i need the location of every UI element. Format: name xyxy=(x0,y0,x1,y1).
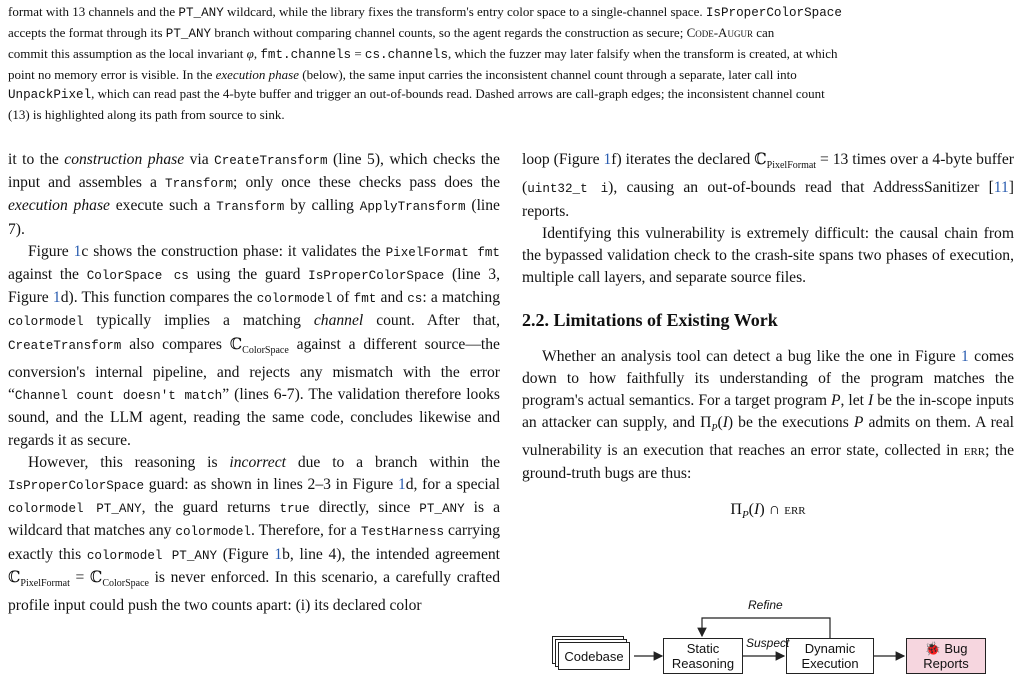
caption-line-4: point no memory error is visible. In the execution phase (below), the same input carries the inconsistent channel count through a separate, later call into xyxy=(8,67,797,82)
equation: $\Pi_P(I)$ ∩ err xyxy=(730,500,806,522)
caption-line-6: (13) is highlighted along its path from source to sink. xyxy=(8,107,285,122)
static-label-1: Static xyxy=(686,641,720,656)
bug-label-2: Reports xyxy=(923,656,969,671)
caption-line-5: UnpackPixel, which can read past the 4-byte buffer and trigger an out-of-bounds read. Dashed arrows are call-graph edges; the inconsistent channel count xyxy=(8,86,825,102)
bug-label-1: 🐞 Bug xyxy=(924,641,968,656)
left-paragraph-2: Figure 1c shows the construction phase: it validates the PixelFormat fmt against the ColorSpace cs using the guard IsProperColorSpace (line 3, Figure 1d). This function compares the colormodel of fmt and cs: a matching colormodel typically implies a matching channel count. After that, CreateTransform also compares ℂ$_{ColorSpace}$ against a different source—the conversion's internal pipeline, and rejects any mismatch with the error “Channel count doesn't match” (lines 6-7). The validation therefore looks sound, and the LLM agent, reading the same code, concludes likewise and regards it as secure. xyxy=(8,242,501,449)
section-heading: 2.2. Limitations of Existing Work xyxy=(522,310,778,331)
suspect-label: Suspect xyxy=(746,636,790,650)
bug-reports-box xyxy=(906,638,986,674)
pipeline-figure xyxy=(552,592,992,692)
left-paragraph-3: However, this reasoning is incorrect due to a branch within the IsProperColorSpace guard: as shown in lines 2–3 in Figure 1d, for a special colormodel PT_ANY, the guard returns true directly, since PT_ANY is a wildcard that matches any colormodel. Therefore, for a TestHarness carrying exactly this colormodel PT_ANY (Figure 1b, line 4), the intended agreement ℂ$_{PixelFormat}$ = ℂ$_{ColorSpace}$ is never enforced. In this scenario, a carefully crafted profile input could push the two counts apart: (i) its declared color xyxy=(8,453,501,615)
codebase-label: Codebase xyxy=(564,648,624,664)
dynamic-execution-box xyxy=(786,638,874,674)
right-paragraph-1: loop (Figure 1f) iterates the declared ℂ$_{PixelFormat}$ = 13 times over a 4-byte buffer (uint32_t i), causing an out-of-bounds read that AddressSanitizer [11] reports. xyxy=(522,151,1014,220)
codebase-box xyxy=(558,642,630,670)
caption-line-3: commit this assumption as the local invariant φ, fmt.channels = cs.channels, which the fuzzer may later falsify when the transform is created, at which xyxy=(8,46,838,62)
refine-label: Refine xyxy=(748,598,783,612)
dynamic-label-2: Execution xyxy=(801,656,859,671)
caption-line-1: format with 13 channels and the PT_ANY wildcard, while the library fixes the transform's entry color space to a single-channel space. IsProperColorSpace xyxy=(8,4,842,20)
static-reasoning-box xyxy=(663,638,743,674)
right-paragraph-2: Identifying this vulnerability is extremely difficult: the causal chain from the bypassed validation check to the crash-site spans two phases of execution, multiple call layers, and separate source files. xyxy=(522,224,1014,287)
right-column xyxy=(522,149,1014,526)
caption-line-2: accepts the format through its PT_ANY branch without comparing channel counts, so the agent regards the construction as secure; Code-Augur can xyxy=(8,25,775,41)
left-column xyxy=(8,149,500,617)
right-paragraph-3: Whether an analysis tool can detect a bug like the one in Figure 1 comes down to how faithfully its understanding of the program matches the program's actual semantics. For a target program P, let I be the in-scope inputs an attacker can supply, and $\Pi_P(I)$ be the executions P admits on them. A real vulnerability is an execution that reaches an error state, collected in err; the ground-truth bugs are thus: xyxy=(522,347,1014,482)
bug-icon: 🐞 xyxy=(924,641,941,656)
figure-caption xyxy=(8,2,1014,124)
left-paragraph-1: it to the construction phase via CreateTransform (line 5), which checks the input and assembles a Transform; only once these checks pass does the execution phase execute such a Transform by calling ApplyTransform (line 7). xyxy=(8,151,500,238)
static-label-2: Reasoning xyxy=(671,656,735,671)
dynamic-label-1: Dynamic xyxy=(804,641,856,656)
